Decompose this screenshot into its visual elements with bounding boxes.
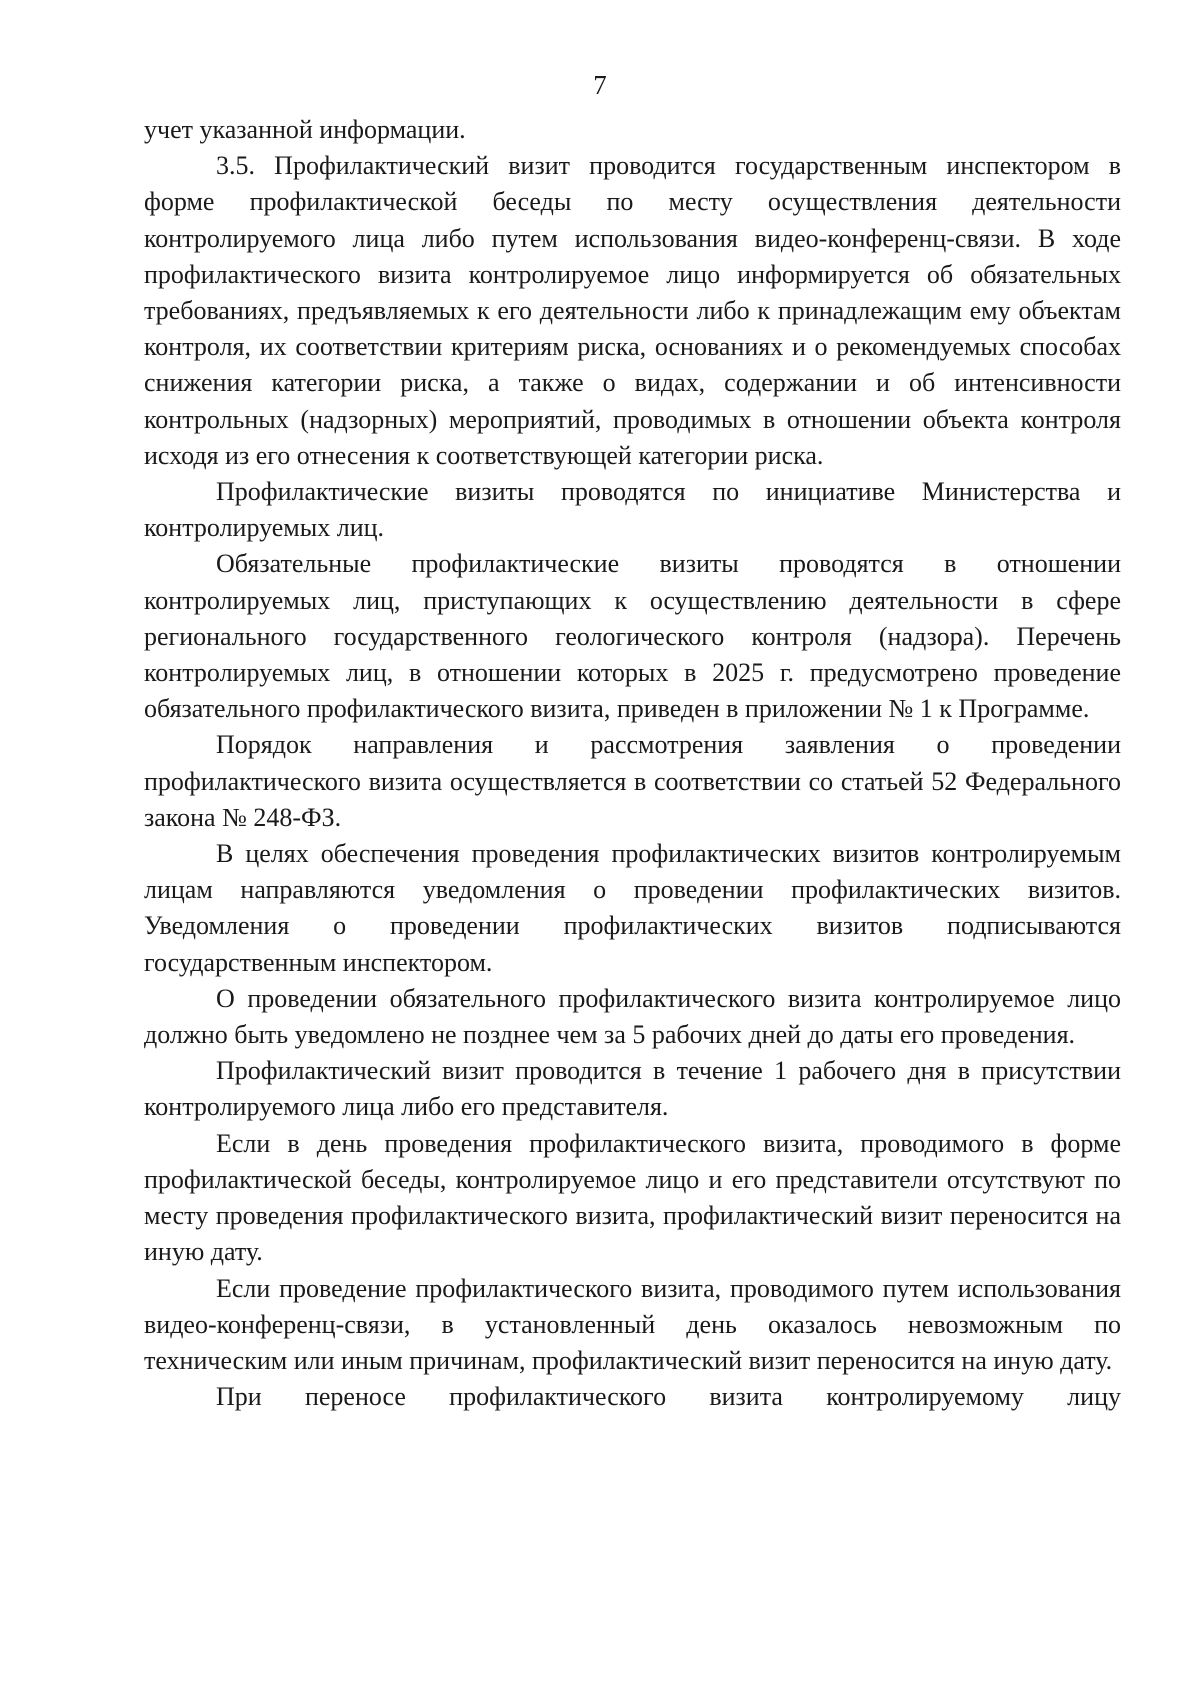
paragraph-1: учет указанной информации.	[144, 115, 466, 144]
paragraph-3: Профилактические визиты проводятся по инициативе Министерства и контролируемых лиц.	[144, 477, 1121, 543]
paragraph-10: Если проведение профилактического визита, проводимого путем использования видео-конференц-связи, в установленный день оказалось невозможным по техническим или иным причинам, профилактический визит переносится на иную дату.	[144, 1273, 1121, 1375]
paragraph-6: В целях обеспечения проведения профилактических визитов контролируемым лицам направляются уведомления о проведении профилактических визитов. Уведомления о проведении профилактических визитов подписываются государственным инспектором.	[144, 839, 1121, 977]
page-number: 7	[593, 70, 607, 100]
paragraph-9: Если в день проведения профилактического визита, проводимого в форме профилактической беседы, контролируемое лицо и его представители отсутствуют по месту проведения профилактического визита, профилактический визит переносится на иную дату.	[144, 1128, 1121, 1267]
paragraph-4: Обязательные профилактические визиты проводятся в отношении контролируемых лиц, приступающих к осуществлению деятельности в сфере регионального государственного геологического контроля (надзора). Перечень контролируемых лиц, в отношении которых в 2025 г. предусмотрено проведение обязательного профилактического визита, приведен в приложении № 1 к Программе.	[144, 549, 1121, 724]
document-body	[144, 112, 1121, 1415]
paragraph-8: Профилактический визит проводится в течение 1 рабочего дня в присутствии контролируемого лица либо его представителя.	[144, 1056, 1121, 1122]
paragraph-11: При переносе профилактического визита контролируемому лицу	[216, 1382, 1121, 1412]
paragraph-7: О проведении обязательного профилактического визита контролируемое лицо должно быть уведомлено не позднее чем за 5 рабочих дней до даты его проведения.	[144, 983, 1121, 1050]
paragraph-2: 3.5. Профилактический визит проводится государственным инспектором в форме профилактической беседы по месту осуществления деятельности контролируемого лица либо путем использования видео-конференц-связи. В ходе профилактического визита контролируемое лицо информируется об обязательных требованиях, предъявляемых к его деятельности либо к принадлежащим ему объектам контроля, их соответствии критериям риска, основаниях и о рекомендуемых способах снижения категории риска, а также о видах, содержании и об интенсивности контрольных (надзорных) мероприятий, проводимых в отношении объекта контроля исходя из его отнесения к соответствующей категории риска.	[144, 151, 1121, 470]
paragraph-5: Порядок направления и рассмотрения заявления о проведении профилактического визита осуществляется в соответствии со статьей 52 Федерального закона № 248-ФЗ.	[144, 730, 1121, 832]
